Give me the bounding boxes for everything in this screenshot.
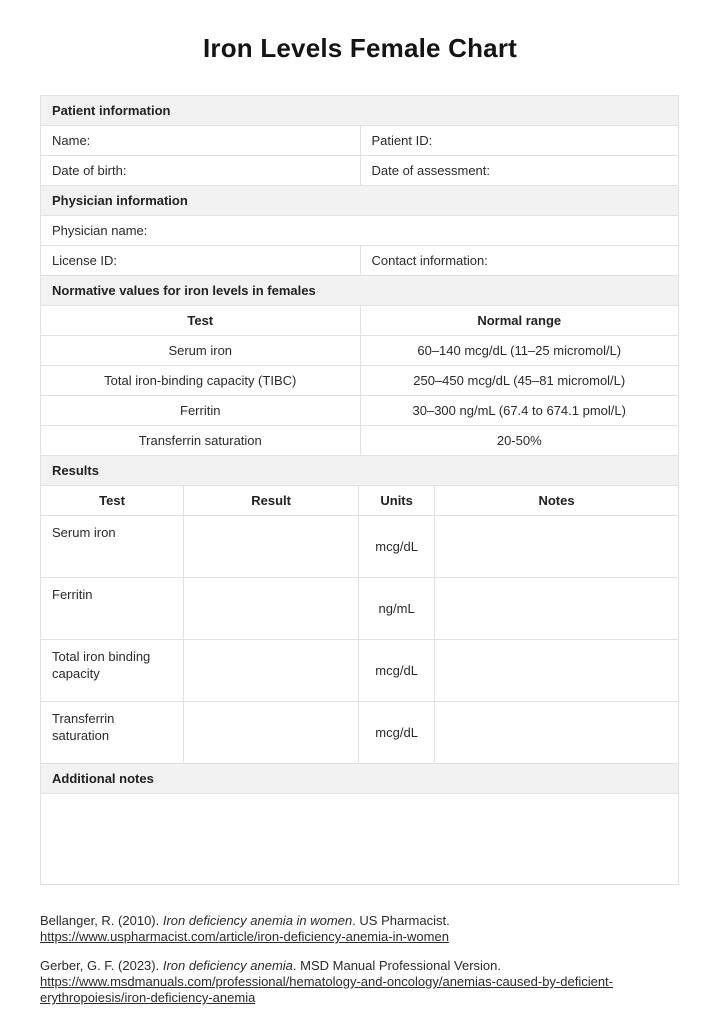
date-of-assessment-label: Date of assessment:	[371, 163, 490, 178]
section-header-results: Results	[41, 455, 678, 485]
results-units: ng/mL	[358, 578, 434, 639]
normative-row-ferritin	[41, 395, 678, 425]
normative-range-value: 60–140 mcg/dL (11–25 micromol/L)	[360, 336, 679, 365]
results-col-notes: Notes	[434, 486, 678, 515]
contact-information-label: Contact information:	[371, 253, 488, 268]
reference-source: . MSD Manual Professional Version.	[292, 958, 502, 973]
physician-name-label: Physician name:	[52, 223, 148, 238]
license-id-field[interactable]	[41, 246, 360, 275]
section-header-physician-information: Physician information	[41, 185, 678, 215]
results-test-name: Serum iron	[52, 525, 116, 540]
patient-row-2	[41, 155, 678, 185]
physician-row-2	[41, 245, 678, 275]
normative-row-transferrin-saturation	[41, 425, 678, 455]
normative-test-name: Total iron-binding capacity (TIBC)	[104, 373, 297, 388]
patient-id-field[interactable]	[360, 126, 679, 155]
normative-test-name: Transferrin saturation	[138, 433, 262, 448]
notes-input-area[interactable]	[434, 640, 678, 701]
results-row-serum-iron	[41, 515, 678, 577]
physician-row-1	[41, 215, 678, 245]
notes-input-area[interactable]	[434, 702, 678, 763]
results-test-name: Total iron binding capacity	[52, 649, 151, 681]
result-input-area[interactable]	[183, 640, 358, 701]
license-id-label: License ID:	[52, 253, 118, 268]
results-row-ferritin	[41, 577, 678, 639]
name-label: Name:	[52, 133, 91, 148]
results-col-units: Units	[358, 486, 434, 515]
reference-1	[40, 913, 690, 945]
patient-row-1	[41, 125, 678, 155]
reference-link[interactable]: https://www.uspharmacist.com/article/iron-deficiency-anemia-in-women	[40, 929, 449, 944]
contact-information-field[interactable]	[360, 246, 679, 275]
results-units: mcg/dL	[358, 640, 434, 701]
section-header-additional-notes: Additional notes	[41, 763, 678, 793]
reference-title: Iron deficiency anemia	[162, 958, 293, 973]
results-test-name: Transferrin saturation	[52, 711, 115, 743]
reference-link[interactable]: https://www.msdmanuals.com/professional/hematology-and-oncology/anemias-caused-by-deficient-erythropoiesis/iron-deficiency-anemia	[40, 974, 613, 1005]
reference-2	[40, 958, 690, 1006]
date-of-assessment-field[interactable]	[360, 156, 679, 185]
section-header-patient-information: Patient information	[41, 96, 678, 125]
result-input-area[interactable]	[183, 578, 358, 639]
normative-test-name: Serum iron	[168, 343, 233, 358]
normative-range-value: 20-50%	[360, 426, 679, 455]
reference-2-citation	[40, 958, 690, 974]
results-units: mcg/dL	[358, 516, 434, 577]
reference-source: . US Pharmacist.	[352, 913, 450, 928]
name-field[interactable]	[41, 126, 360, 155]
reference-authors: Gerber, G. F. (2023).	[40, 958, 163, 973]
references	[40, 913, 690, 1006]
notes-input-area[interactable]	[434, 578, 678, 639]
physician-name-field[interactable]	[41, 216, 678, 245]
results-units: mcg/dL	[358, 702, 434, 763]
page-title: Iron Levels Female Chart	[202, 33, 518, 63]
reference-1-citation	[40, 913, 690, 929]
reference-1-link-line	[40, 929, 690, 945]
reference-title: Iron deficiency anemia in women	[162, 913, 353, 928]
results-table-header	[41, 485, 678, 515]
notes-input-area[interactable]	[434, 516, 678, 577]
normative-test-name: Ferritin	[180, 403, 221, 418]
normative-table-header	[41, 305, 678, 335]
normative-row-tibc	[41, 365, 678, 395]
results-row-total-iron-binding-capacity	[41, 639, 678, 701]
results-row-transferrin-saturation	[41, 701, 678, 763]
patient-id-label: Patient ID:	[371, 133, 433, 148]
iron-levels-form	[40, 95, 679, 885]
reference-authors: Bellanger, R. (2010).	[40, 913, 163, 928]
results-col-test: Test	[99, 493, 125, 508]
normative-range-value: 250–450 mcg/dL (45–81 micromol/L)	[360, 366, 679, 395]
normative-col-test: Test	[187, 313, 214, 328]
date-of-birth-label: Date of birth:	[52, 163, 127, 178]
reference-2-link-line	[40, 974, 690, 1006]
results-col-result: Result	[183, 486, 358, 515]
additional-notes-input-area[interactable]	[41, 793, 678, 884]
result-input-area[interactable]	[183, 516, 358, 577]
results-test-name: Ferritin	[52, 587, 93, 602]
normative-col-normal-range: Normal range	[360, 306, 679, 335]
section-header-normative-values: Normative values for iron levels in females	[41, 275, 678, 305]
result-input-area[interactable]	[183, 702, 358, 763]
date-of-birth-field[interactable]	[41, 156, 360, 185]
normative-range-value: 30–300 ng/mL (67.4 to 674.1 pmol/L)	[360, 396, 679, 425]
normative-row-serum-iron	[41, 335, 678, 365]
